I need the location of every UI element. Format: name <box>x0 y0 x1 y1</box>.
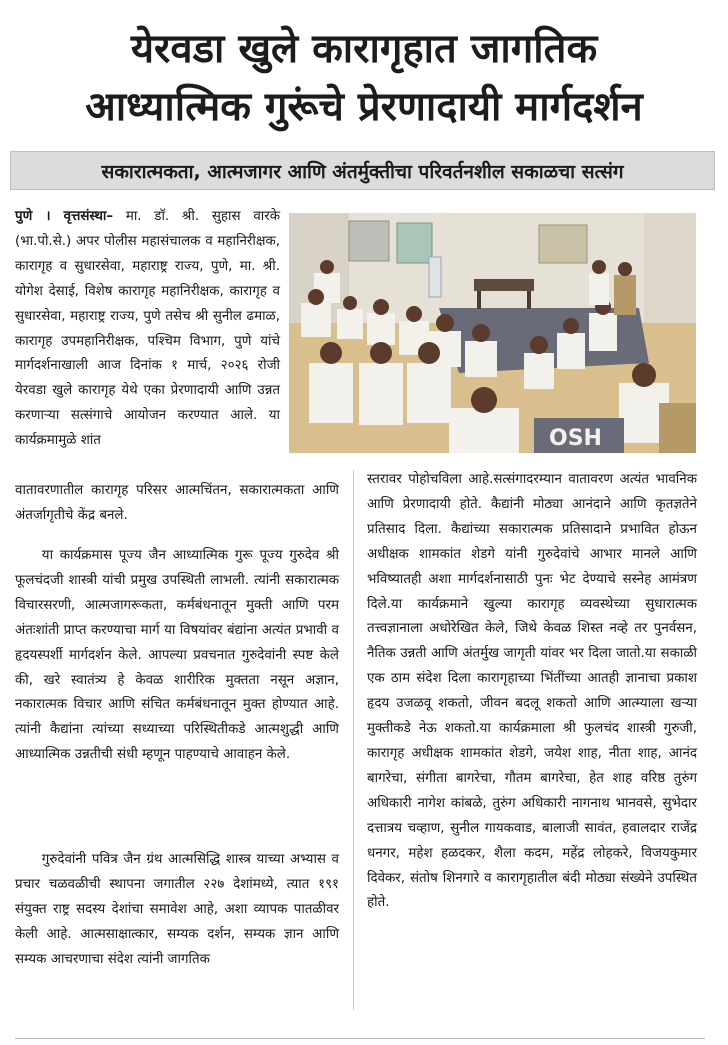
subheadline: सकारात्मकता, आत्मजागर आणि अंतर्मुक्तीचा परिवर्तनशील सकाळचा सत्संग <box>101 160 624 183</box>
article-paragraph-1 <box>15 205 280 454</box>
subheadline-bar <box>10 151 715 190</box>
bottom-rule <box>15 1038 705 1039</box>
article-paragraph-3: गुरुदेवांनी पवित्र जैन ग्रंथ आत्मसिद्धि शास्त्र याच्या अभ्यास व प्रचार चळवळीची स्थापना जगातील २२७ देशांमध्ये, त्यात १९१ संयुक्त राष्ट्र सदस्य देशांचा समावेश आहे, अशा व्यापक पातळीवर केली आहे. आत्मसाक्षात्कार, सम्यक दर्शन, सम्यक ज्ञान आणि सम्यक आचरणाचा संदेश त्यांनी जागतिक <box>15 852 339 967</box>
article-paragraph-4: स्तरावर पोहोचविला आहे.सत्संगादरम्यान वातावरण अत्यंत भावनिक आणि प्रेरणादायी होते. कैद्यांनी मोठ्या आनंदाने आणि कृतज्ञतेने प्रतिसाद दिला. कैद्यांच्या सकारात्मक प्रतिसादाने प्रभावित होऊन अधीक्षक शामकांत शेडगे यांनी गुरुदेवांचे आभार मानले आणि भविष्यातही अशा मार्गदर्शनासाठी पुनः भेट देण्याचे सस्नेह आमंत्रण दिले.या कार्यक्रमाने खुल्या कारागृह व्यवस्थेच्या सुधारात्मक तत्त्वज्ञानाला अधोरेखित केले, जिथे केवळ शिस्त नव्हे तर पुनर्वसन, नैतिक उन्नती आणि अंतर्मुख जागृती यांवर भर दिला जातो.या सकाळी एक ठाम संदेश दिला कारागृहाच्या भिंतींच्या आतही ज्ञानाचा प्रकाश हृदय उजळवू शकतो, जीवन बदलू शकतो आणि आत्म्याला खऱ्या मुक्तीकडे नेऊ शकतो.या कार्यक्रमाला श्री फुलचंद शास्त्री गुरुजी, कारागृह अधीक्षक शामकांत शेडगे, जयेश शाह, नीता शाह, आनंद बागरेचा, संगीता बागरेचा, गौतम बागरेचा, हेत शाह वरिष्ठ तुरुंग अधिकारी नागेश कांबळे, तुरुंग अधिकारी नागनाथ भानवसे, सुभेदार दत्तात्रय चव्हाण, सुनील गायकवाड, बालाजी सावंत, हवालदार राजेंद्र धनगर, महेश हळदकर, शैला कदम, महेंद्र लोहकरे, विजयकुमार दिवेकर, संतोष शिनगारे व कारागृहातील बंदी मोठ्या संख्येने उपस्थित होते. <box>367 472 697 911</box>
article-paragraph-2: या कार्यक्रमास पूज्य जैन आध्यात्मिक गुरू पूज्य गुरुदेव श्री फूलचंदजी शास्त्री यांची प्रमुख उपस्थिती लाभली. त्यांनी सकारात्मक विचारसरणी, आत्मजागरूकता, कर्मबंधनातून मुक्ती आणि परम अंतःशांती प्राप्त करण्याचा मार्ग या विषयांवर बंद्यांना अत्यंत प्रभावी व हृदयस्पर्शी मार्गदर्शन केले. आपल्या प्रवचनात गुरुदेवांनी स्पष्ट केले की, खरे स्वातंत्र्य हे केवळ शारीरिक मुक्तता नसून अज्ञान, नकारात्मक विचार आणि संचित कर्मबंधनातून मुक्त होण्यात आहे. त्यांनी कैद्यांना त्यांच्या सध्याच्या परिस्थितीकडे आत्मशुद्धी आणि आध्यात्मिक उन्नतीची संधी म्हणून पाहण्याचे आवाहन केले. <box>15 548 339 763</box>
event-photo <box>289 213 696 453</box>
article-paragraph-1-text: मा. डॉ. श्री. सुहास वारके (भा.पो.से.) अपर पोलीस महासंचालक व महानिरीक्षक, कारागृह व सुधारसेवा, महाराष्ट्र राज्य, पुणे, मा. श्री. योगेश देसाई, विशेष कारागृह महानिरीक्षक, कारागृह व सुधारसेवा, महाराष्ट्र राज्य, पुणे तसेच श्री सुनील ढमाळ, कारागृह उपमहानिरीक्षक, पश्चिम विभाग, पुणे यांचे मार्गदर्शनाखाली आज दिनांक १ मार्च, २०२६ रोजी येरवडा खुले कारागृह येथे एका प्रेरणादायी आणि उन्नत करणाऱ्या सत्संगाचे आयोजन करण्यात आले. या कार्यक्रमामुळे शांत <box>15 209 280 449</box>
headline-line-2: आध्यात्मिक गुरूंचे प्रेरणादायी मार्गदर्शन <box>85 84 643 130</box>
column-divider <box>353 470 354 1010</box>
satsang-photo-illustration <box>289 213 696 453</box>
article-paragraph-1-continued: वातावरणातील कारागृह परिसर आत्मचिंतन, सकारात्मकता आणि अंतर्जागृतीचे केंद्र बनले. <box>15 483 339 523</box>
banner-text: OSH <box>549 426 602 451</box>
dateline: पुणे । वृत्तसंस्था– <box>15 209 114 224</box>
headline-line-1: येरवडा खुले कारागृहात जागतिक <box>130 26 598 72</box>
